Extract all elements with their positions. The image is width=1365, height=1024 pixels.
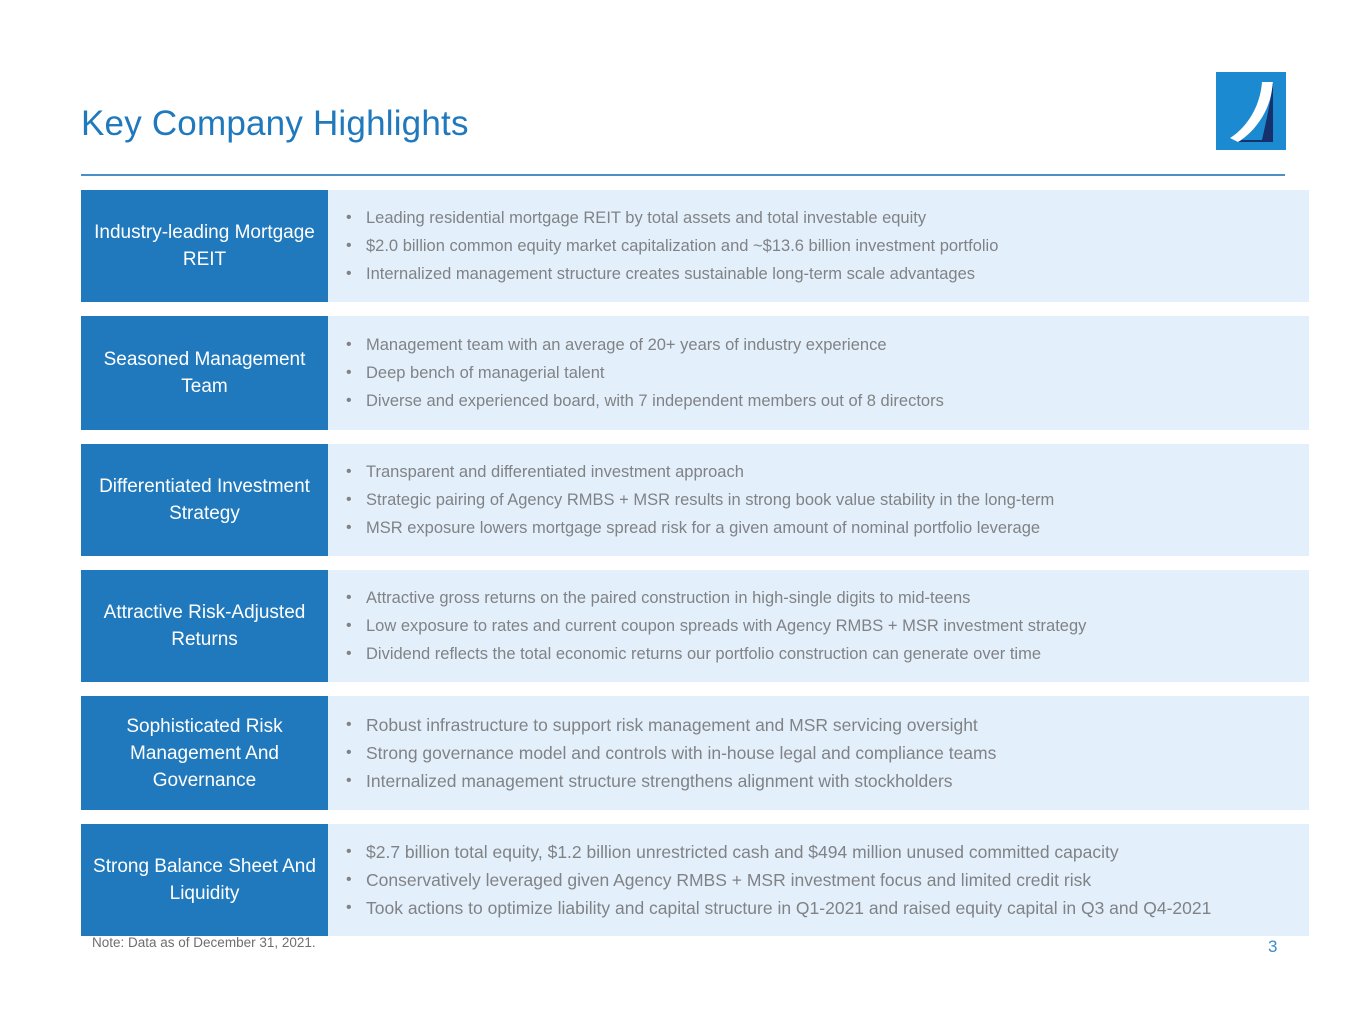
highlight-row [81, 824, 1309, 936]
bullet-text: Leading residential mortgage REIT by total assets and total investable equity [366, 209, 927, 227]
highlight-bullets [328, 190, 1309, 302]
footnote: Note: Data as of December 31, 2021. [92, 935, 316, 950]
highlight-bullets [328, 696, 1309, 810]
highlight-label: Seasoned Management Team [81, 316, 328, 430]
bullet-text: Dividend reflects the total economic returns our portfolio construction can generate over time [366, 645, 1042, 663]
bullet-dot-icon: • [346, 617, 352, 634]
bullet-item [342, 838, 1291, 866]
bullet-text: Diverse and experienced board, with 7 independent members out of 8 directors [366, 392, 944, 410]
highlight-bullets [328, 316, 1309, 430]
page-number: 3 [1268, 937, 1278, 956]
highlight-row [81, 696, 1309, 810]
bullet-dot-icon: • [346, 843, 352, 860]
highlight-bullets [328, 444, 1309, 556]
bullet-text: Robust infrastructure to support risk management and MSR servicing oversight [366, 715, 978, 735]
bullet-text: $2.7 billion total equity, $1.2 billion unrestricted cash and $494 million unused committed capacity [366, 842, 1119, 862]
bullet-text: MSR exposure lowers mortgage spread risk for a given amount of nominal portfolio leverage [366, 519, 1041, 537]
bullet-text: Strong governance model and controls with in-house legal and compliance teams [366, 743, 997, 763]
bullet-dot-icon: • [346, 871, 352, 888]
highlights-list [81, 190, 1309, 950]
bullet-dot-icon: • [346, 364, 352, 381]
highlight-row [81, 570, 1309, 682]
bullet-dot-icon: • [346, 645, 352, 662]
highlight-row [81, 190, 1309, 302]
bullet-item [342, 387, 1291, 415]
bullet-dot-icon: • [346, 899, 352, 916]
highlight-row [81, 444, 1309, 556]
highlight-label: Differentiated Investment Strategy [81, 444, 328, 556]
bullet-dot-icon: • [346, 265, 352, 282]
bullet-dot-icon: • [346, 237, 352, 254]
bullet-text: Internalized management structure creates sustainable long-term scale advantages [366, 265, 976, 283]
highlight-label: Sophisticated Risk Management And Governance [81, 696, 328, 810]
bullet-text: Conservatively leveraged given Agency RMBS + MSR investment focus and limited credit risk [366, 870, 1092, 890]
bullet-item [342, 260, 1291, 288]
bullet-item [342, 584, 1291, 612]
bullet-item [342, 612, 1291, 640]
company-logo [1216, 72, 1286, 150]
bullet-dot-icon: • [346, 519, 352, 536]
highlight-row [81, 316, 1309, 430]
bullet-text: Low exposure to rates and current coupon spreads with Agency RMBS + MSR investment strategy [366, 617, 1087, 635]
bullet-text: Internalized management structure strengthens alignment with stockholders [366, 771, 953, 791]
highlight-bullets [328, 570, 1309, 682]
bullet-dot-icon: • [346, 463, 352, 480]
bullet-dot-icon: • [346, 209, 352, 226]
bullet-dot-icon: • [346, 744, 352, 761]
bullet-dot-icon: • [346, 589, 352, 606]
bullet-item [342, 767, 1291, 795]
bullet-item [342, 640, 1291, 668]
highlight-bullets [328, 824, 1309, 936]
title-divider [81, 174, 1285, 176]
bullet-item [342, 458, 1291, 486]
bullet-dot-icon: • [346, 392, 352, 409]
bullet-text: Attractive gross returns on the paired construction in high-single digits to mid-teens [366, 589, 971, 607]
highlight-label: Strong Balance Sheet And Liquidity [81, 824, 328, 936]
highlight-label: Industry-leading Mortgage REIT [81, 190, 328, 302]
bullet-text: $2.0 billion common equity market capitalization and ~$13.6 billion investment portfolio [366, 237, 999, 255]
bullet-text: Deep bench of managerial talent [366, 364, 605, 382]
bullet-item [342, 204, 1291, 232]
bullet-text: Management team with an average of 20+ years of industry experience [366, 336, 887, 354]
bullet-item [342, 739, 1291, 767]
bullet-item [342, 486, 1291, 514]
bullet-text: Took actions to optimize liability and capital structure in Q1-2021 and raised equity capital in Q3 and Q4-2021 [366, 898, 1212, 918]
logo-swoosh-icon [1216, 72, 1286, 150]
bullet-dot-icon: • [346, 716, 352, 733]
bullet-item [342, 894, 1291, 922]
bullet-item [342, 711, 1291, 739]
bullet-item [342, 331, 1291, 359]
bullet-item [342, 514, 1291, 542]
bullet-dot-icon: • [346, 772, 352, 789]
page-title: Key Company Highlights [81, 104, 469, 143]
bullet-item [342, 866, 1291, 894]
bullet-text: Strategic pairing of Agency RMBS + MSR results in strong book value stability in the long-term [366, 491, 1055, 509]
bullet-text: Transparent and differentiated investment approach [366, 463, 744, 481]
bullet-dot-icon: • [346, 336, 352, 353]
bullet-item [342, 232, 1291, 260]
bullet-dot-icon: • [346, 491, 352, 508]
highlight-label: Attractive Risk-Adjusted Returns [81, 570, 328, 682]
bullet-item [342, 359, 1291, 387]
